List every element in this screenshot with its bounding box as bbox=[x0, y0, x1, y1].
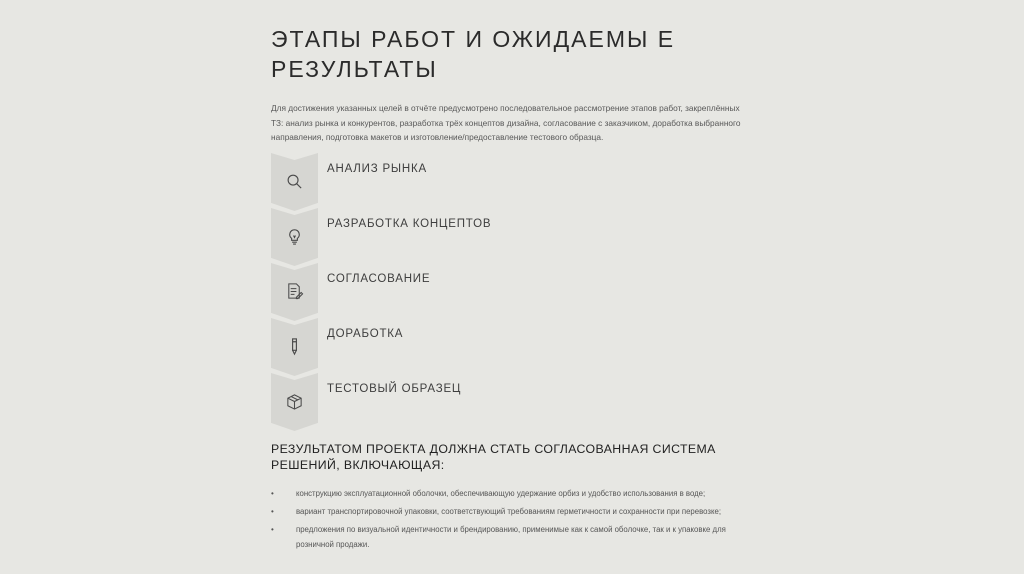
stage-label: ДОРАБОТКА bbox=[327, 328, 404, 340]
stage-chevron bbox=[271, 263, 318, 321]
bullet-marker: • bbox=[271, 525, 274, 534]
page-title: ЭТАПЫ РАБОТ И ОЖИДАЕМЫ Е РЕЗУЛЬТАТЫ bbox=[271, 26, 676, 82]
stage-chevron bbox=[271, 318, 318, 376]
results-heading: РЕЗУЛЬТАТОМ ПРОЕКТА ДОЛЖНА СТАТЬ СОГЛАСОВАННАЯ СИСТЕМА РЕШЕНИЙ, ВКЛЮЧАЮЩАЯ: bbox=[271, 442, 716, 472]
stage-label: АНАЛИЗ РЫНКА bbox=[327, 163, 427, 175]
stage-label: СОГЛАСОВАНИЕ bbox=[327, 273, 431, 285]
stage-item-test-sample bbox=[271, 373, 751, 431]
stage-label: ТЕСТОВЫЙ ОБРАЗЕЦ bbox=[327, 383, 462, 395]
bullet-marker: • bbox=[271, 489, 274, 498]
search-icon bbox=[285, 172, 304, 191]
document-edit-icon bbox=[285, 282, 304, 301]
stage-chevron bbox=[271, 153, 318, 211]
list-item bbox=[271, 486, 751, 501]
results-list bbox=[271, 486, 751, 555]
stage-item-concepts bbox=[271, 208, 751, 266]
stage-item-approval bbox=[271, 263, 751, 321]
pencil-icon bbox=[285, 337, 304, 356]
list-item-text: вариант транспортировочной упаковки, соответствующий требованиям герметичности и сохранности при перевозке; bbox=[296, 507, 721, 516]
stage-item-refinement bbox=[271, 318, 751, 376]
intro-paragraph: Для достижения указанных целей в отчёте предусмотрено последовательное рассмотрение этапов работ, закреплённых ТЗ: анализ рынка и конкурентов, разработка трёх концептов дизайна, согласование с заказчиком, доработка выбранного направления, подготовка макетов и изготовление/предоставление тестового образца. bbox=[271, 103, 741, 142]
list-item-text: конструкцию эксплуатационной оболочки, обеспечивающую удержание орбиз и удобство использования в воде; bbox=[296, 489, 706, 498]
list-item-text: предложения по визуальной идентичности и брендированию, применимые как к самой оболочке, так и к упаковке для розничной продажи. bbox=[296, 525, 726, 549]
box-icon bbox=[285, 392, 304, 411]
bullet-marker: • bbox=[271, 507, 274, 516]
list-item bbox=[271, 504, 751, 519]
lightbulb-icon bbox=[285, 227, 304, 246]
list-item bbox=[271, 522, 751, 552]
stage-chevron bbox=[271, 373, 318, 431]
stage-chevron bbox=[271, 208, 318, 266]
stage-item-market-analysis bbox=[271, 153, 751, 211]
stage-label: РАЗРАБОТКА КОНЦЕПТОВ bbox=[327, 218, 492, 230]
